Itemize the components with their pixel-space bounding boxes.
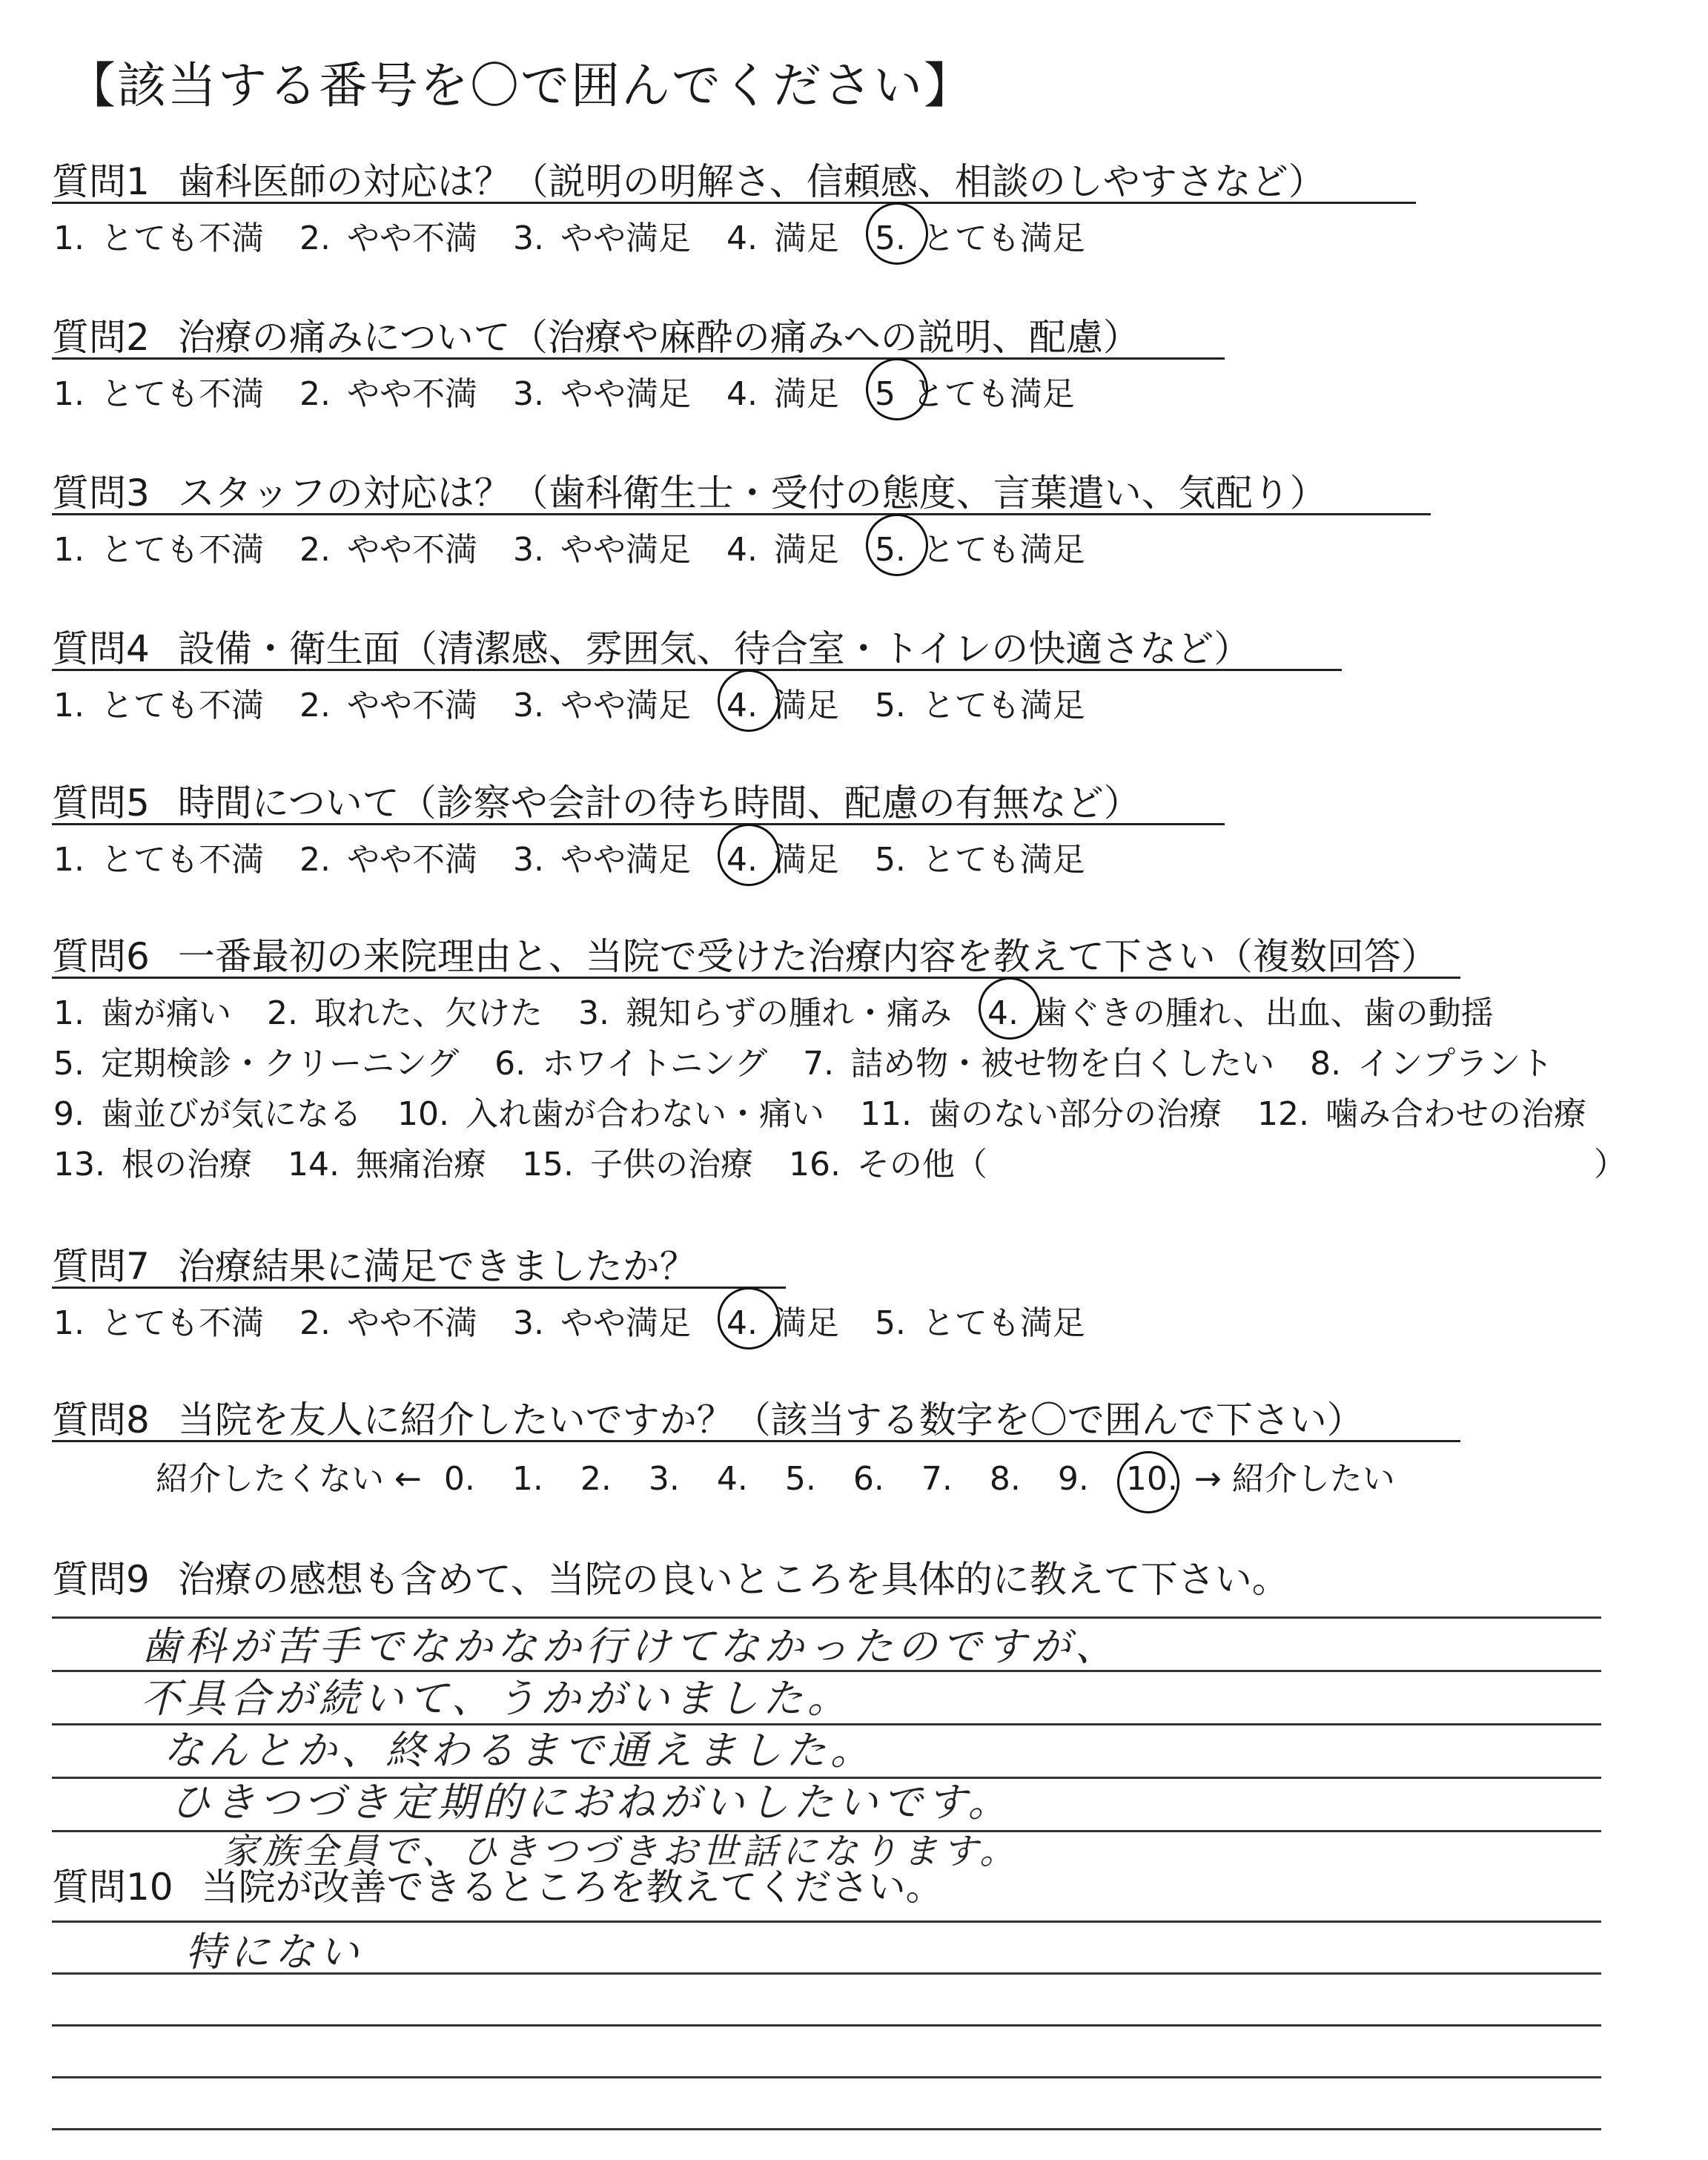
- option-label: やや不満: [346, 841, 477, 879]
- option-label: やや満足: [560, 531, 691, 569]
- scale-numbers: [444, 1460, 1194, 1498]
- option-number-circled: 5.: [874, 531, 906, 569]
- option-label: 満足: [773, 1304, 839, 1342]
- option[interactable]: [726, 211, 839, 259]
- underline: [52, 669, 1342, 671]
- option[interactable]: [1310, 1037, 1553, 1084]
- option[interactable]: [875, 678, 1085, 726]
- scale-number[interactable]: 0.: [443, 1460, 475, 1498]
- option-label: やや満足: [560, 687, 691, 724]
- handwritten-answer-line: 不具合が続いて、うかがいました。: [141, 1675, 852, 1722]
- underline: [52, 1287, 786, 1289]
- option-label: とても不満: [100, 531, 264, 569]
- q7-options: [53, 1296, 1121, 1344]
- option-number: 1.: [53, 219, 85, 257]
- question-label: 質問2: [52, 316, 150, 359]
- option-label: ホワイトニング: [542, 1045, 768, 1083]
- question-label: 質問8: [52, 1398, 150, 1441]
- question-text: 治療の痛みについて（治療や麻酔の痛みへの説明、配慮）: [177, 316, 1140, 359]
- q1-options: [53, 211, 1121, 259]
- question-text: 時間について（診察や会計の待ち時間、配慮の有無など）: [177, 782, 1141, 825]
- underline: [52, 823, 1225, 825]
- option-number: 4.: [726, 375, 758, 413]
- option[interactable]: [726, 833, 839, 880]
- underline: [52, 513, 1431, 515]
- option-number: 3.: [512, 375, 544, 413]
- option-label: やや不満: [346, 219, 477, 257]
- option-label: 歯並びが気になる: [100, 1095, 362, 1133]
- option[interactable]: [513, 833, 691, 880]
- option[interactable]: [875, 211, 1085, 259]
- handwritten-answer-line: 歯科が苦手でなかなか行けてなかったのですが、: [141, 1623, 1119, 1670]
- question-2: [52, 308, 1140, 361]
- option-label: 親知らずの腫れ・痛み: [625, 994, 952, 1032]
- q5-options: [53, 833, 1121, 880]
- option[interactable]: [53, 986, 231, 1034]
- handwritten-answer: 特にない: [185, 1929, 363, 1975]
- option[interactable]: [53, 1037, 459, 1084]
- option-label: やや不満: [346, 375, 477, 413]
- underline: [52, 357, 1225, 360]
- q3-options: [53, 523, 1121, 570]
- question-text: 当院が改善できるところを教えてください。: [201, 1866, 943, 1909]
- option-number-circled: 5.: [874, 219, 906, 257]
- option-number: 2.: [299, 219, 331, 257]
- option[interactable]: [789, 1137, 987, 1185]
- underline: [52, 977, 1460, 979]
- option[interactable]: [267, 986, 543, 1034]
- option-number: 1.: [53, 994, 85, 1032]
- q6-row2: [53, 1037, 1589, 1084]
- option-label: やや満足: [560, 219, 691, 257]
- option-number: 14.: [287, 1146, 340, 1183]
- option-label: とても不満: [100, 375, 264, 413]
- q4-options: [53, 678, 1121, 726]
- option-number: 2.: [299, 531, 331, 569]
- option-number: 1.: [53, 841, 85, 879]
- option-number: 8.: [1310, 1045, 1342, 1083]
- option-number: 5.: [874, 841, 906, 879]
- question-label: 質問9: [52, 1558, 150, 1601]
- option[interactable]: [987, 986, 1494, 1034]
- question-text: 歯科医師の対応は？（説明の明解さ、信頼感、相談のしやすさなど）: [177, 160, 1325, 203]
- scale-number[interactable]: 4.: [716, 1460, 748, 1498]
- option-number: 1.: [53, 1304, 85, 1342]
- q6-other-close: ）: [1594, 1146, 1626, 1183]
- option-number: 16.: [788, 1146, 841, 1183]
- option-number: 4.: [726, 219, 758, 257]
- q6-row4: [53, 1137, 1023, 1185]
- option-label: 満足: [773, 219, 839, 257]
- option-label: 取れた、欠けた: [314, 994, 543, 1032]
- scale-number[interactable]: 6.: [853, 1460, 884, 1498]
- option-label: とても不満: [100, 1304, 264, 1342]
- option-number-circled: 5: [874, 375, 896, 413]
- option-label: とても満足: [921, 531, 1085, 569]
- option[interactable]: [875, 1296, 1085, 1344]
- question-text: 治療結果に満足できましたか？: [177, 1245, 697, 1288]
- scale-number[interactable]: 1.: [512, 1460, 543, 1498]
- option-label: とても満足: [921, 687, 1085, 724]
- question-text: 一番最初の来院理由と、当院で受けた治療内容を教えて下さい（複数回答）: [177, 935, 1438, 978]
- option-label: 歯ぐきの腫れ、出血、歯の動揺: [1034, 994, 1494, 1032]
- option-number: 2.: [299, 687, 331, 724]
- option-label: 歯が痛い: [100, 994, 231, 1032]
- question-10: [52, 1857, 943, 1911]
- option-number: 3.: [512, 687, 544, 724]
- answer-line: [52, 2024, 1601, 2027]
- option-number: 3.: [512, 1304, 544, 1342]
- option[interactable]: [726, 678, 839, 726]
- underline: [52, 202, 1416, 204]
- option[interactable]: [299, 678, 477, 726]
- option-label: やや不満: [346, 687, 477, 724]
- question-label: 質問10: [52, 1866, 173, 1909]
- question-1: [52, 152, 1325, 205]
- option-number: 1.: [53, 531, 85, 569]
- answer-line: [52, 2076, 1601, 2078]
- option-label: 歯のない部分の治療: [927, 1095, 1222, 1133]
- option-label: とても満足: [921, 1304, 1085, 1342]
- option-number: 3.: [512, 841, 544, 879]
- option[interactable]: [1257, 1087, 1586, 1135]
- option-number: 15.: [521, 1146, 574, 1183]
- option-number: 3.: [512, 219, 544, 257]
- option-label: 満足: [773, 841, 839, 879]
- option[interactable]: [522, 1137, 753, 1185]
- scale-number[interactable]: 7.: [921, 1460, 953, 1498]
- option-number: 5.: [874, 1304, 906, 1342]
- option[interactable]: [860, 1087, 1222, 1135]
- question-text: 当院を友人に紹介したいですか？（該当する数字を〇で囲んで下さい）: [177, 1398, 1364, 1441]
- option-label: やや不満: [346, 531, 477, 569]
- option-label: 噛み合わせの治療: [1325, 1095, 1586, 1133]
- option[interactable]: [53, 367, 264, 415]
- scale-number[interactable]: 3.: [648, 1460, 680, 1498]
- option-number: 1.: [53, 375, 85, 413]
- option[interactable]: [53, 1137, 252, 1185]
- option[interactable]: [53, 523, 264, 570]
- option-label: やや満足: [560, 841, 691, 879]
- option[interactable]: [299, 833, 477, 880]
- option-number: 5.: [874, 687, 906, 724]
- option-label: とても不満: [100, 687, 264, 724]
- option-label: やや不満: [346, 1304, 477, 1342]
- option-number: 13.: [53, 1146, 105, 1183]
- scale-left-label: 紹介したくない ←: [156, 1460, 422, 1498]
- question-5: [52, 773, 1141, 827]
- option[interactable]: [513, 523, 691, 570]
- option[interactable]: [726, 523, 839, 570]
- option[interactable]: [288, 1137, 486, 1185]
- option[interactable]: [299, 1296, 477, 1344]
- page-title: 【該当する番号を〇で囲んでください】: [67, 57, 974, 114]
- question-label: 質問5: [52, 782, 150, 825]
- option-number: 4.: [726, 531, 758, 569]
- handwritten-answer-line: ひきつづき定期的におねがいしたいです。: [171, 1779, 1013, 1826]
- option[interactable]: [53, 211, 264, 259]
- option[interactable]: [726, 367, 839, 415]
- q2-options: [53, 367, 1110, 415]
- question-text: 治療の感想も含めて、当院の良いところを具体的に教えて下さい。: [177, 1558, 1289, 1601]
- option-number: 5.: [53, 1045, 85, 1083]
- option-label: 満足: [773, 531, 839, 569]
- option-label: 子供の治療: [589, 1146, 753, 1183]
- option-number: 9.: [53, 1095, 85, 1133]
- handwritten-answer-line: 家族全員で、ひきつづきお世話になります。: [222, 1831, 1020, 1872]
- option-number: 10.: [397, 1095, 449, 1133]
- option[interactable]: [299, 367, 477, 415]
- option[interactable]: [299, 523, 477, 570]
- scale-number[interactable]: 8.: [989, 1460, 1021, 1498]
- option-label: 満足: [773, 687, 839, 724]
- option-label: 根の治療: [121, 1146, 252, 1183]
- option[interactable]: [513, 211, 691, 259]
- option[interactable]: [53, 833, 264, 880]
- underline: [52, 1440, 1460, 1442]
- option[interactable]: [299, 211, 477, 259]
- option-number: 3.: [512, 531, 544, 569]
- option-number: 3.: [577, 994, 609, 1032]
- option-number: 2.: [299, 375, 331, 413]
- option[interactable]: [53, 1296, 264, 1344]
- option-number-circled: 4.: [726, 687, 758, 724]
- option-label: とても満足: [921, 841, 1085, 879]
- question-6: [52, 927, 1438, 980]
- question-text: スタッフの対応は？（歯科衛生士・受付の態度、言葉遣い、気配り）: [177, 472, 1327, 515]
- option[interactable]: [513, 1296, 691, 1344]
- option-label: とても不満: [100, 219, 264, 257]
- scale-number[interactable]: 2.: [580, 1460, 612, 1498]
- scale-number-circled[interactable]: 10.: [1126, 1460, 1194, 1498]
- option-number: 2.: [299, 841, 331, 879]
- option-label: インプラント: [1357, 1045, 1554, 1083]
- q6-row1: [53, 986, 1529, 1034]
- question-9: [52, 1550, 1289, 1603]
- option[interactable]: [397, 1087, 824, 1135]
- option[interactable]: [803, 1037, 1274, 1084]
- answer-line: [52, 2128, 1601, 2130]
- option-label: とても満足: [911, 375, 1075, 413]
- option-label: やや満足: [560, 375, 691, 413]
- option-number: 2.: [266, 994, 298, 1032]
- question-text: 設備・衛生面（清潔感、雰囲気、待合室・トイレの快適さなど）: [177, 627, 1251, 670]
- q8-scale: [156, 1452, 1395, 1499]
- option[interactable]: [578, 986, 952, 1034]
- option[interactable]: [53, 1087, 362, 1135]
- option-number-circled: 4.: [726, 841, 758, 879]
- q6-row3: [53, 1087, 1622, 1135]
- option[interactable]: [875, 367, 1075, 415]
- option-label: 満足: [773, 375, 839, 413]
- option-label: 詰め物・被せ物を白くしたい: [850, 1045, 1275, 1083]
- option-label: 入れ歯が合わない・痛い: [465, 1095, 824, 1133]
- option-label: 定期検診・クリーニング: [100, 1045, 460, 1083]
- question-3: [52, 463, 1327, 517]
- option-number: 1.: [53, 687, 85, 724]
- question-label: 質問3: [52, 472, 150, 515]
- option[interactable]: [513, 367, 691, 415]
- scale-number[interactable]: 5.: [784, 1460, 816, 1498]
- option[interactable]: [494, 1037, 767, 1084]
- option[interactable]: [726, 1296, 839, 1344]
- scale-number[interactable]: 9.: [1057, 1460, 1089, 1498]
- option[interactable]: [53, 678, 264, 726]
- option-label: やや満足: [560, 1304, 691, 1342]
- option-label: 無痛治療: [355, 1146, 486, 1183]
- option-label: とても満足: [921, 219, 1085, 257]
- option-number: 12.: [1257, 1095, 1309, 1133]
- option-number: 11.: [859, 1095, 912, 1133]
- question-7: [52, 1237, 697, 1290]
- question-label: 質問7: [52, 1245, 150, 1288]
- question-label: 質問6: [52, 935, 150, 978]
- handwritten-answer-line: なんとか、終わるまで通えました。: [163, 1727, 875, 1774]
- option-number: 7.: [803, 1045, 835, 1083]
- option[interactable]: [513, 678, 691, 726]
- question-8: [52, 1390, 1364, 1444]
- option-number-circled: 4.: [726, 1304, 758, 1342]
- option-number-circled: 4.: [987, 994, 1019, 1032]
- option-number: 2.: [299, 1304, 331, 1342]
- question-4: [52, 619, 1251, 673]
- scale-right-label: → 紹介したい: [1194, 1460, 1395, 1498]
- question-label: 質問1: [52, 160, 150, 203]
- option-label: とても不満: [100, 841, 264, 879]
- option[interactable]: [875, 523, 1085, 570]
- option-label: その他（: [856, 1146, 987, 1183]
- option-number: 6.: [494, 1045, 526, 1083]
- question-label: 質問4: [52, 627, 150, 670]
- option[interactable]: [875, 833, 1085, 880]
